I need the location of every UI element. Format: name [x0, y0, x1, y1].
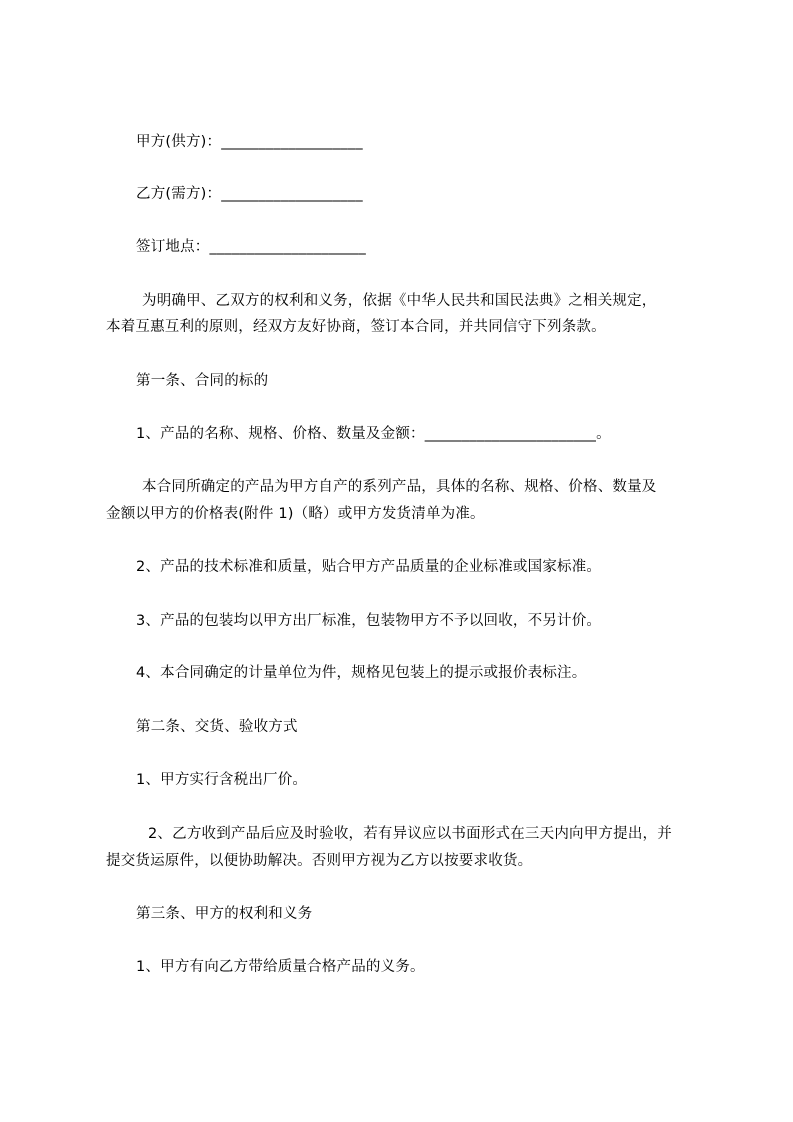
article-1-note-line-2: 金额以甲方的价格表(附件 1)（略）或甲方发货清单为准。: [106, 506, 485, 522]
article-1-title: 第一条、合同的标的: [136, 373, 269, 389]
signing-place-field: 签订地点：_____________________: [136, 239, 366, 255]
article-1-note-line-1: 本合同所确定的产品为甲方自产的系列产品，具体的名称、规格、价格、数量及: [142, 479, 657, 495]
article-2-item-2-line-1: 2、乙方收到产品后应及时验收，若有异议应以书面形式在三天内向甲方提出，并: [148, 826, 672, 842]
preamble-line-2: 本着互惠互利的原则，经双方友好协商，签订本合同，并共同信守下列条款。: [106, 319, 606, 335]
preamble-line-1: 为明确甲、乙双方的权利和义务，依据《中华人民共和国民法典》之相关规定，: [142, 293, 657, 309]
article-2-title: 第二条、交货、验收方式: [136, 719, 298, 735]
party-a-field: 甲方(供方)：___________________: [136, 134, 363, 150]
article-1-item-3: 3、产品的包装均以甲方出厂标准，包装物甲方不予以回收，不另计价。: [136, 613, 602, 629]
article-3-item-1: 1、甲方有向乙方带给质量合格产品的义务。: [136, 959, 425, 975]
article-1-item-1: 1、产品的名称、规格、价格、数量及金额：_______________________。: [136, 426, 611, 442]
article-1-item-2: 2、产品的技术标准和质量，贴合甲方产品质量的企业标准或国家标准。: [136, 559, 602, 575]
article-2-item-1: 1、甲方实行含税出厂价。: [136, 772, 308, 788]
article-1-item-4: 4、本合同确定的计量单位为件，规格见包装上的提示或报价表标注。: [136, 665, 587, 681]
party-b-field: 乙方(需方)：___________________: [136, 186, 363, 202]
article-2-item-2-line-2: 提交货运原件，以便协助解决。否则甲方视为乙方以按要求收货。: [106, 853, 533, 869]
article-3-title: 第三条、甲方的权利和义务: [136, 906, 313, 922]
